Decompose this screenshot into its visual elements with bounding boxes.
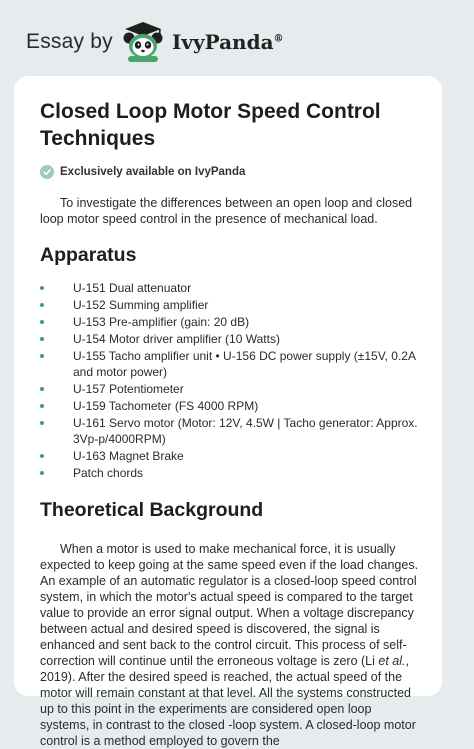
bullet-icon (40, 404, 44, 408)
brand-name[interactable] (172, 30, 284, 54)
check-icon (40, 165, 54, 179)
theory-paragraph (40, 541, 420, 749)
intro-paragraph: To investigate the differences between an open loop and closed loop motor speed control in the presence of mechanical load. (40, 196, 413, 226)
site-header (0, 0, 474, 80)
bullet-icon (40, 320, 44, 324)
article-content (40, 98, 420, 749)
bullet-icon (40, 387, 44, 391)
list-item (40, 448, 420, 464)
bullet-icon (40, 471, 44, 475)
theory-heading: Theoretical Background (40, 499, 264, 521)
list-item (40, 297, 420, 313)
list-item-text: Patch chords (73, 466, 144, 480)
apparatus-list (40, 280, 420, 481)
list-item (40, 381, 420, 397)
list-item-text: U-152 Summing amplifier (73, 298, 209, 312)
list-item-text: U-157 Potentiometer (73, 382, 184, 396)
article-title: Closed Loop Motor Speed Control Techniques (40, 100, 381, 150)
theory-text-part2: , 2019). After the desired speed is reached, the actual speed of the motor will remain constant at that level. All the systems constructed up to this point in the experiments are considered open loop systems, in contrast to the closed -loop system. A closed-loop motor control is a method employed to govern the (40, 654, 416, 748)
list-item (40, 465, 420, 481)
bullet-icon (40, 421, 44, 425)
list-item (40, 398, 420, 414)
bullet-icon (40, 354, 44, 358)
list-item-text: U-151 Dual attenuator (73, 281, 192, 295)
brand-text: IvyPanda (172, 30, 274, 54)
list-item-text: U-154 Motor driver amplifier (10 Watts) (73, 332, 280, 346)
bullet-icon (40, 286, 44, 290)
list-item (40, 348, 420, 380)
exclusive-badge (40, 162, 420, 182)
article-card (14, 76, 442, 748)
bullet-icon (40, 337, 44, 341)
list-item-text: U-159 Tachometer (FS 4000 RPM) (73, 399, 259, 413)
list-item (40, 415, 420, 447)
list-item (40, 280, 420, 296)
list-item-text: U-163 Magnet Brake (73, 449, 184, 463)
essay-by-label: Essay by (26, 30, 113, 53)
list-item-text: U-161 Servo motor (Motor: 12V, 4.5W | Tacho generator: Approx. 3Vp-p/4000RPM) (73, 416, 418, 446)
bullet-icon (40, 454, 44, 458)
list-item (40, 314, 420, 330)
list-item (40, 331, 420, 347)
citation-etal: et al. (378, 654, 406, 668)
panda-logo-icon[interactable] (117, 20, 169, 64)
list-item-text: U-155 Tacho amplifier unit • U-156 DC power supply (±15V, 0.2A and motor power) (73, 349, 416, 379)
trademark-symbol: ® (273, 33, 284, 45)
bullet-icon (40, 303, 44, 307)
theory-text-part1: When a motor is used to make mechanical force, it is usually expected to keep going at the same speed even if the load changes. An example of an automatic regulator is a closed-loop speed control system, in which the motor's actual speed is compared to the target value to provide an error signal output. When a voltage discrepancy between actual and desired speed is discovered, the signal is enhanced and sent back to the control circuit. This process of self-correction will continue until the erroneous voltage is zero (Li (40, 542, 419, 668)
apparatus-heading: Apparatus (40, 244, 137, 266)
exclusive-label: Exclusively available on IvyPanda (60, 166, 246, 178)
list-item-text: U-153 Pre-amplifier (gain: 20 dB) (73, 315, 250, 329)
